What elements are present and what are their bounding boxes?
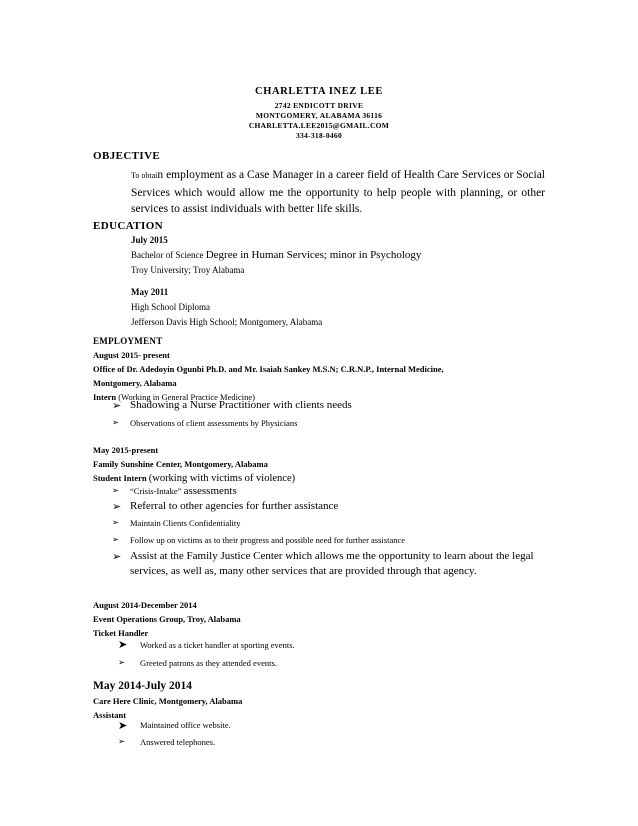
job-organization: Event Operations Group, Troy, Alabama — [93, 614, 241, 624]
candidate-name: CHARLETTA INEZ LEE — [255, 86, 383, 97]
job-header — [93, 679, 242, 722]
education-school: Troy University; Troy Alabama — [131, 265, 245, 275]
bullet-text: Worked as a ticket handler at sporting events. — [140, 640, 295, 650]
arrow-bullet-icon: ➢ — [112, 550, 122, 563]
address-line-1: 2742 ENDICOTT DRIVE — [274, 101, 364, 110]
job-date: August 2014-December 2014 — [93, 600, 197, 610]
list-item — [112, 533, 544, 548]
education-heading: EDUCATION — [93, 220, 164, 232]
bullet-text: Referral to other agencies for further assistance — [130, 500, 339, 512]
email-address: CHARLETTA.LEE2015@GMAIL.COM — [248, 121, 390, 130]
bullet-text: Answered telephones. — [140, 737, 216, 747]
degree-lead: Bachelor of Science — [131, 250, 206, 260]
job-title-detail: (working with victims of violence) — [148, 473, 296, 484]
bullet-text: Maintain Clients Confidentiality — [130, 518, 241, 528]
bullet-text: assessments — [183, 485, 237, 497]
arrow-bullet-icon: ➢ — [118, 737, 126, 747]
job-bullet-list — [118, 636, 295, 672]
job-title-detail: (Working in General Practice Medicine) — [118, 392, 255, 402]
arrow-bullet-icon: ➢ — [118, 658, 126, 668]
job-title: Intern — [93, 392, 119, 402]
job-header — [93, 348, 444, 404]
list-item — [118, 717, 231, 734]
job-date: May 2015-present — [93, 445, 159, 455]
resume-header — [160, 86, 478, 141]
job-title: Ticket Handler — [93, 628, 149, 638]
education-date: May 2011 — [131, 287, 169, 297]
degree-main: Degree in Human Services; minor in Psychology — [205, 249, 422, 261]
bullet-text: Greeted patrons as they attended events. — [140, 658, 277, 668]
job-date: May 2014-July 2014 — [93, 680, 193, 692]
arrow-bullet-icon: ➢ — [112, 399, 122, 412]
arrow-bullet-icon: ➢ — [112, 518, 120, 528]
objective-lead: To obtai — [131, 171, 158, 180]
job-date: August 2015- present — [93, 350, 170, 360]
phone-number: 334-318-0460 — [295, 131, 343, 140]
education-entry — [131, 285, 322, 330]
job-organization-location: Montgomery, Alabama — [93, 378, 177, 388]
list-item — [112, 516, 544, 531]
education-entry — [131, 233, 421, 278]
bullet-text: Shadowing a Nurse Practitioner with clients needs — [130, 399, 352, 411]
list-item — [112, 398, 352, 413]
bullet-text: Observations of client assessments by Physicians — [130, 418, 298, 428]
arrow-bullet-icon: ➢ — [112, 486, 120, 496]
education-degree: High School Diploma — [131, 302, 210, 312]
bullet-text: Maintained office website. — [140, 720, 231, 730]
list-item — [118, 636, 295, 654]
job-organization: Care Here Clinic, Montgomery, Alabama — [93, 696, 243, 706]
objective-heading: OBJECTIVE — [93, 150, 161, 162]
list-item — [118, 734, 231, 751]
arrow-bullet-icon: ➢ — [112, 535, 120, 545]
arrow-bullet-icon: ➢ — [112, 500, 122, 513]
job-bullet-list — [118, 717, 231, 751]
arrow-bullet-icon: ➤ — [118, 719, 128, 732]
job-bullet-list — [112, 484, 544, 579]
education-school: Jefferson Davis High School; Montgomery, Alabama — [131, 317, 323, 327]
list-item — [112, 499, 544, 514]
education-degree — [131, 248, 421, 263]
list-item — [112, 416, 352, 431]
employment-heading: EMPLOYMENT — [93, 336, 163, 346]
address-line-2: MONTGOMERY, ALABAMA 36116 — [255, 111, 383, 120]
objective-text — [131, 167, 545, 218]
job-title: Student Intern — [93, 473, 149, 483]
education-date: July 2015 — [131, 235, 168, 245]
bullet-text: Follow up on victims as to their progress and possible need for further assistance — [130, 535, 406, 545]
bullet-text: Assist at the Family Justice Center which allows me the opportunity to learn about the legal services, as well as, many other services that are provided through that agency. — [130, 550, 534, 577]
job-organization: Office of Dr. Adedoyin Ogunbi Ph.D. and Mr. Isaiah Sankey M.S.N; C.R.N.P., Internal Medicine, — [93, 364, 444, 374]
job-organization: Family Sunshine Center, Montgomery, Alabama — [93, 459, 268, 469]
objective-body: n employment as a Case Manager in a career field of Health Care Services or Social Services which would allow me the opportunity to help people with planning, or other services to assist individuals with better life skills. — [131, 169, 545, 215]
bullet-text-lead: “Crisis-Intake” — [130, 486, 184, 496]
list-item — [118, 654, 295, 672]
arrow-bullet-icon: ➢ — [112, 418, 120, 428]
job-bullet-list — [112, 398, 352, 431]
arrow-bullet-icon: ➤ — [118, 638, 128, 651]
list-item — [112, 549, 544, 579]
list-item — [112, 484, 544, 499]
job-header — [93, 598, 241, 640]
job-header — [93, 443, 295, 486]
job-title: Assistant — [93, 710, 127, 720]
